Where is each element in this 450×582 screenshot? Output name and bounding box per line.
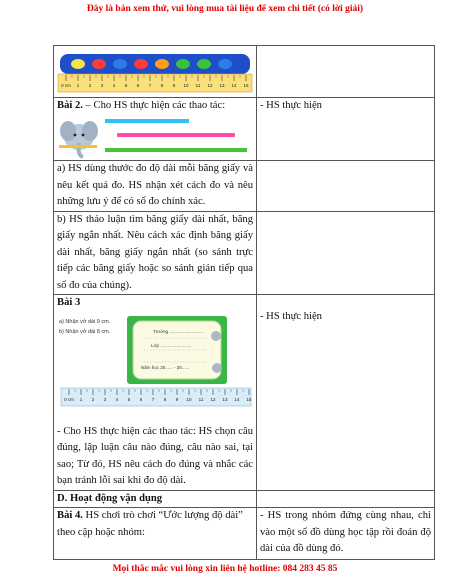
empty-cell xyxy=(257,211,435,295)
ruler-tick-label: 15 xyxy=(243,83,249,88)
empty-cell xyxy=(257,161,435,212)
bai3-body-text: - Cho HS thực hiện các thao tác: HS chọn câu đúng, lập luận câu nào đúng, câu nào sai, tại sao; Từ đó, HS nêu cách đo đúng và nhắc các bạn tránh lỗi sai khi đo độ dài. xyxy=(57,425,253,486)
bai2-intro: – Cho HS thực hiện các thao tác: xyxy=(82,100,226,111)
bai2-b-cell xyxy=(54,211,257,295)
elephant-icon xyxy=(59,121,98,157)
table-row xyxy=(54,508,435,560)
bai3-title: Bài 3 xyxy=(57,297,81,308)
crayon-ruler-cell xyxy=(54,46,257,98)
bai2-title: Bài 2. xyxy=(57,100,83,111)
bai3-right-cell xyxy=(257,295,435,491)
ruler-tick-label: 6 xyxy=(139,396,143,402)
ruler-tick-label: 9 xyxy=(175,396,179,402)
ruler-tick-label: 11 xyxy=(198,396,204,402)
bai2-a-cell xyxy=(54,161,257,212)
table-row xyxy=(54,490,435,508)
ruler-tick-label: 1 xyxy=(76,83,80,88)
section-d-heading: D. Hoạt động vận dụng xyxy=(54,490,257,508)
option-a-text: a) Nhận vở dài 9 cm. xyxy=(59,318,111,325)
ruler-tick-label: 10 xyxy=(183,83,189,88)
bai2-cell xyxy=(54,98,257,161)
label-line-3: Năm học 20...... - 20...... xyxy=(141,364,190,370)
bai4-left-text: HS chơi trò chơi “Ước lượng độ dài” theo cặp hoặc nhóm: xyxy=(57,510,243,538)
label-line-1: Trường ........................... xyxy=(153,328,204,334)
ruler-tick-label: 8 xyxy=(160,83,164,88)
hotline-footer: Mọi thắc mắc vui lòng xin liên hệ hotline: 084 283 45 85 xyxy=(112,564,338,574)
ruler-tick-label: 9 xyxy=(172,83,176,88)
notebook-label-figure xyxy=(57,312,253,410)
green-strip xyxy=(105,148,247,152)
ruler-tick-label: 3 xyxy=(103,396,107,402)
label-line-2: Lớp ......................... xyxy=(151,342,192,348)
ruler-tick-label: 5 xyxy=(127,396,131,402)
ruler-tick-label: 7 xyxy=(151,396,155,402)
ruler-tick-label: 13 xyxy=(222,396,228,402)
table-row xyxy=(54,98,435,161)
ruler-tick-label: 4 xyxy=(112,83,116,88)
ruler-tick-label: 13 xyxy=(219,83,225,88)
ruler-tick-label: 10 xyxy=(186,396,192,402)
lesson-table xyxy=(53,45,435,560)
ruler-tick-label: 2 xyxy=(88,83,92,88)
ruler-tick-label: 5 xyxy=(124,83,128,88)
bai2-right-cell xyxy=(257,98,435,161)
bai2-b-text: b) HS thảo luận tìm băng giấy dài nhất, băng giấy ngắn nhất. Nêu cách xác định băng giấy dài nhất, băng giấy ngắn nhất (so sánh trực tiếp các băng giấy hoặc so sánh gián tiếp qua số đo của chúng). xyxy=(57,213,253,291)
ruler-tick-label: 14 xyxy=(234,396,240,402)
table-row xyxy=(54,295,435,491)
ruler-tick-label: 4 xyxy=(115,396,119,402)
table-row xyxy=(54,161,435,212)
ruler-tick-label: 7 xyxy=(148,83,152,88)
bai4-right-text: - HS trong nhóm đứng cùng nhau, chỉ vào một số đồ dùng học tập rồi đoán độ dài của đồ dùng đó. xyxy=(260,510,431,554)
crayon-ruler-image xyxy=(54,46,256,96)
ruler-tick-label: 14 xyxy=(231,83,237,88)
bai2-right-text: - HS thực hiện xyxy=(260,100,322,111)
ruler-tick-label: 0 cm xyxy=(61,83,71,88)
table-row xyxy=(54,211,435,295)
elephant-icon xyxy=(211,331,221,341)
ruler-tick-label: 3 xyxy=(100,83,104,88)
option-b-text: b) Nhận vở dài 8 cm. xyxy=(59,328,111,335)
ruler-tick-label: 6 xyxy=(136,83,140,88)
ruler-tick-label: 1 xyxy=(79,396,83,402)
empty-cell xyxy=(257,490,435,508)
bai4-right-cell xyxy=(257,508,435,560)
paper-strips-image xyxy=(57,115,253,159)
pink-strip xyxy=(117,133,235,137)
bai3-right-text: - HS thực hiện xyxy=(260,311,322,322)
ruler-tick-label: 12 xyxy=(210,396,216,402)
bai4-title: Bài 4. xyxy=(57,510,83,521)
bai4-cell xyxy=(54,508,257,560)
blue-strip xyxy=(105,119,189,123)
preview-banner: Đây là bản xem thử, vui lòng mua tài liệu để xem chi tiết (có lời giải) xyxy=(86,4,364,14)
ruler-tick-label: 15 xyxy=(246,396,252,402)
ruler-tick-label: 12 xyxy=(207,83,213,88)
bai2-a-text: a) HS dùng thước đo độ dài mỗi băng giấy và nêu kết quả đo. HS nhận xét cách đo và nêu những lưu ý để có số đo chính xác. xyxy=(57,163,253,207)
table-row xyxy=(54,46,435,98)
ruler-tick-label: 0 cm xyxy=(64,396,74,402)
ruler-tick-label: 2 xyxy=(91,396,95,402)
notebook-label-image xyxy=(57,312,253,410)
bai3-cell xyxy=(54,295,257,491)
ruler-tick-label: 8 xyxy=(163,396,167,402)
ruler-tick-label: 11 xyxy=(195,83,201,88)
empty-cell xyxy=(257,46,435,98)
